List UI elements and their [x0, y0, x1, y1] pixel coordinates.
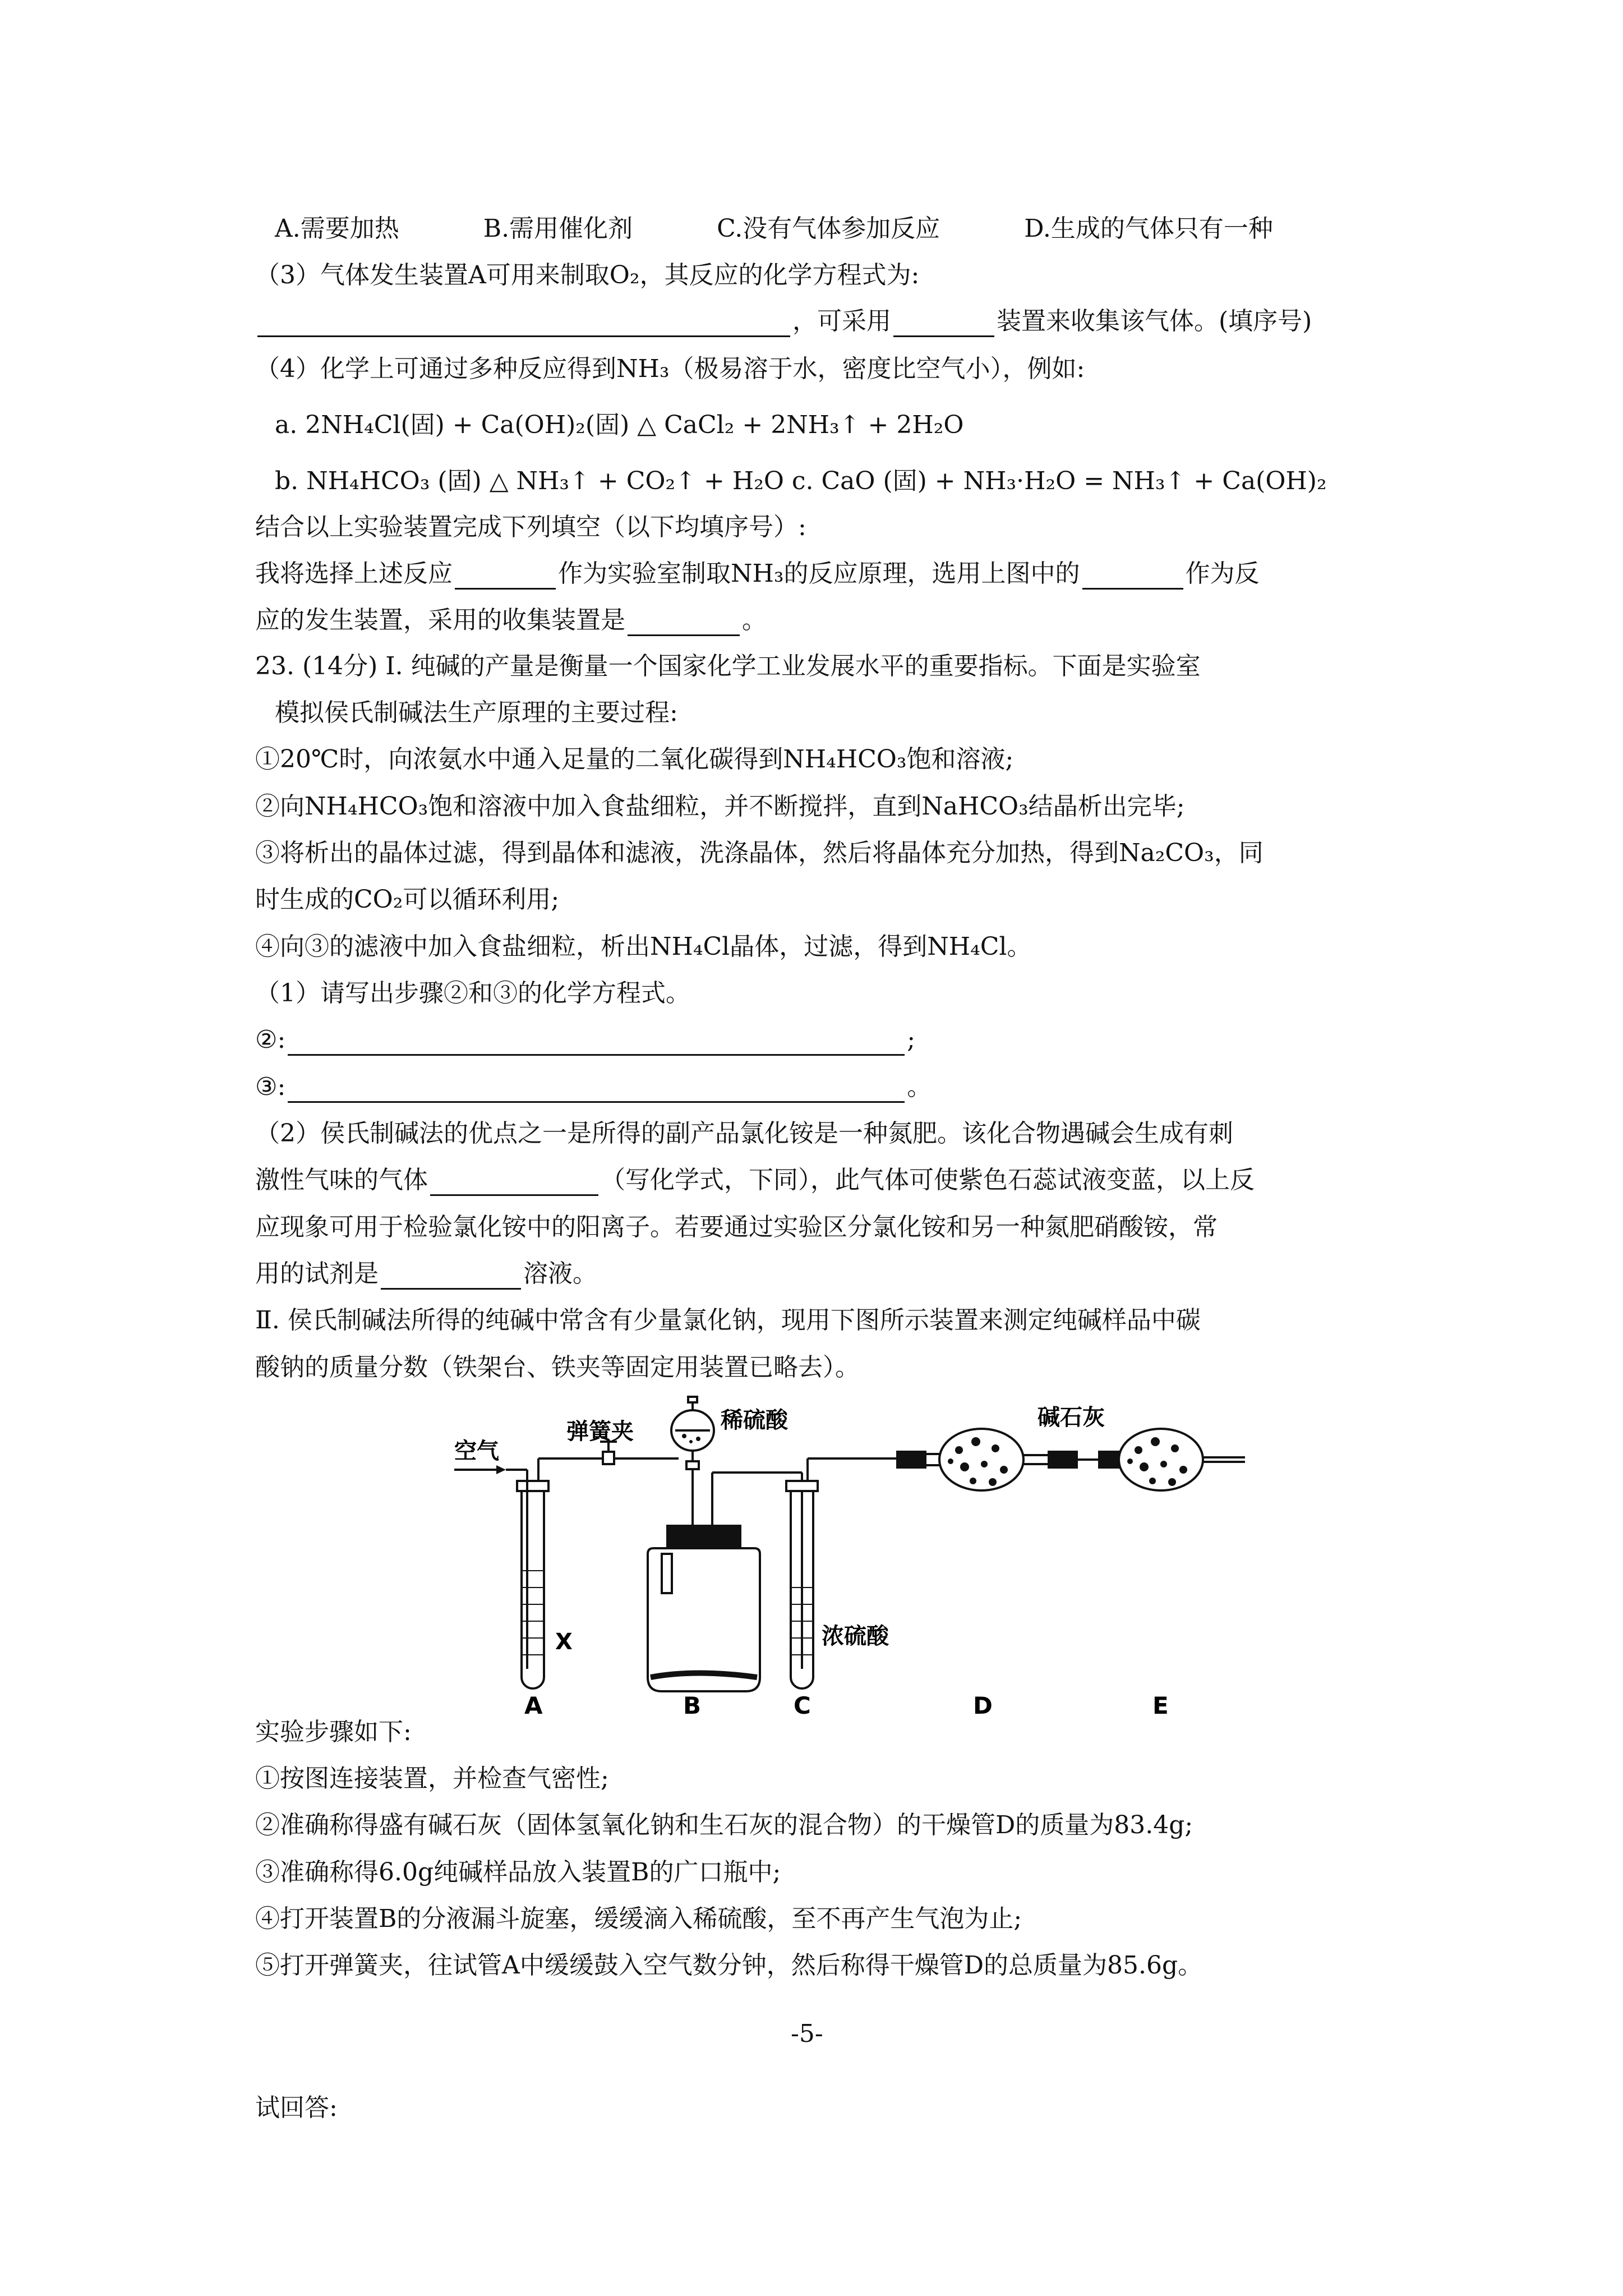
step-4: ④打开装置B的分液漏斗旋塞，缓缓滴入稀硫酸，至不再产生气泡为止; — [255, 1904, 1022, 1933]
q23-sub2-line4 — [255, 1258, 597, 1290]
q23-sub2-line2 — [255, 1165, 1255, 1196]
label-a: A — [524, 1692, 543, 1717]
label-clamp: 弹簧夹 — [566, 1419, 634, 1444]
q22-combine-instruction: 结合以上实验装置完成下列填空（以下均填序号）: — [255, 513, 806, 541]
step-3: ③准确称得6.0g纯碱样品放入装置B的广口瓶中; — [255, 1858, 781, 1887]
text-segment: （写化学式，下同），此气体可使紫色石蕊试液变蓝，以上反 — [601, 1166, 1255, 1194]
q23-sub2-line1: （2）侯氏制碱法的优点之一是所得的副产品氯化铵是一种氮肥。该化合物遇碱会生成有刺 — [255, 1119, 1233, 1148]
equation-3-blank[interactable] — [288, 1076, 905, 1103]
label-c: C — [794, 1692, 811, 1717]
q23-sub1: （1）请写出步骤②和③的化学方程式。 — [255, 979, 690, 1007]
q23-step4: ④向③的滤液中加入食盐细粒，析出NH₄Cl晶体，过滤，得到NH₄Cl。 — [255, 932, 1032, 961]
text-segment: 用的试剂是 — [255, 1259, 379, 1288]
q23-blank-2-line — [255, 1024, 915, 1056]
q23-header-cont: 模拟侯氏制碱法生产原理的主要过程: — [275, 698, 678, 727]
steps-title: 实验步骤如下: — [255, 1718, 412, 1746]
generator-choice-blank[interactable] — [1082, 563, 1183, 590]
q22-part4-prompt: （4）化学上可通过多种反应得到NH₃（极易溶于水，密度比空气小），例如: — [255, 355, 1085, 383]
q23-part2-line2: 酸钠的质量分数（铁架台、铁夹等固定用装置已略去）。 — [255, 1353, 860, 1382]
label-dilute-acid: 稀硫酸 — [721, 1407, 788, 1433]
option-b: B.需用催化剂 — [483, 214, 633, 243]
step-5: ⑤打开弹簧夹，往试管A中缓缓鼓入空气数分钟，然后称得干燥管D的总质量为85.6g。 — [255, 1951, 1203, 1980]
step-1: ①按图连接装置，并检查气密性; — [255, 1764, 609, 1793]
q23-header: 23. (14分) Ⅰ. 纯碱的产量是衡量一个国家化学工业发展水平的重要指标。下面是实验室 — [255, 652, 1201, 680]
reaction-a: a. 2NH₄Cl(固) + Ca(OH)₂(固) △ CaCl₂ + 2NH₃↑ + 2H₂O — [275, 411, 964, 439]
q23-blank-3-line — [255, 1071, 932, 1103]
text-segment: ，可采用 — [792, 307, 891, 335]
text-segment: 。 — [907, 1073, 932, 1101]
step-2: ②准确称得盛有碱石灰（固体氢氧化钠和生石灰的混合物）的干燥管D的质量为83.4g; — [255, 1811, 1193, 1839]
reaction-choice-blank[interactable] — [455, 563, 556, 590]
q22-part3-answer-line — [255, 306, 1312, 337]
text-segment: 我将选择上述反应 — [255, 559, 453, 588]
q23-step1: ①20℃时，向浓氨水中通入足量的二氧化碳得到NH₄HCO₃饱和溶液; — [255, 745, 1014, 774]
collection-device-blank[interactable] — [893, 311, 994, 337]
text-segment: 应的发生装置，采用的收集装置是 — [255, 606, 625, 634]
q23-step3: ③将析出的晶体过滤，得到晶体和滤液，洗涤晶体，然后将晶体充分加热，得到Na₂CO₃，同 — [255, 839, 1264, 867]
q22-options-row — [275, 213, 1273, 245]
label-air: 空气 — [454, 1438, 499, 1464]
gas-formula-blank[interactable] — [430, 1170, 598, 1196]
q23-part2-line1: Ⅱ. 侯氏制碱法所得的纯碱中常含有少量氯化钠，现用下图所示装置来测定纯碱样品中碳 — [255, 1306, 1201, 1335]
q22-fill-line-2 — [255, 605, 767, 636]
text-segment: 激性气味的气体 — [255, 1166, 428, 1194]
equation-answer-blank[interactable] — [257, 311, 790, 337]
apparatus-diagram — [437, 1386, 1312, 1717]
collector-choice-blank[interactable] — [628, 610, 740, 636]
text-segment: 作为实验室制取NH₃的反应原理，选用上图中的 — [558, 559, 1080, 588]
reagent-blank[interactable] — [381, 1263, 521, 1290]
page-number: -5- — [791, 2019, 823, 2048]
option-d: D.生成的气体只有一种 — [1024, 214, 1273, 243]
text-segment: ②: — [255, 1025, 286, 1054]
q23-step2: ②向NH₄HCO₃饱和溶液中加入食盐细粒，并不断搅拌，直到NaHCO₃结晶析出完毕; — [255, 792, 1185, 821]
answer-prompt: 试回答: — [255, 2093, 338, 2122]
label-e: E — [1152, 1692, 1169, 1717]
label-x: X — [555, 1629, 573, 1655]
text-segment: 溶液。 — [523, 1259, 597, 1288]
text-segment: 装置来收集该气体。(填序号) — [997, 307, 1312, 335]
q22-part3-prompt: （3）气体发生装置A可用来制取O₂，其反应的化学方程式为: — [255, 261, 920, 289]
q22-fill-line-1 — [255, 558, 1260, 590]
option-a: A.需要加热 — [275, 214, 399, 243]
text-segment: 。 — [742, 606, 767, 634]
text-segment: ③: — [255, 1073, 286, 1101]
text-segment: 作为反 — [1185, 559, 1260, 588]
label-soda-lime: 碱石灰 — [1038, 1405, 1105, 1430]
label-conc-acid: 浓硫酸 — [822, 1623, 889, 1649]
q23-step3-cont: 时生成的CO₂可以循环利用; — [255, 885, 560, 914]
option-c: C.没有气体参加反应 — [717, 214, 940, 243]
reaction-b-c: b. NH₄HCO₃ (固) △ NH₃↑ + CO₂↑ + H₂O c. CaO (固) + NH₃·H₂O = NH₃↑ + Ca(OH)₂ — [275, 467, 1327, 495]
q23-sub2-line3: 应现象可用于检验氯化铵中的阳离子。若要通过实验区分氯化铵和另一种氮肥硝酸铵，常 — [255, 1213, 1218, 1241]
equation-2-blank[interactable] — [288, 1029, 905, 1056]
label-b: B — [683, 1692, 702, 1717]
label-d: D — [973, 1692, 993, 1717]
text-segment: ; — [907, 1025, 916, 1054]
